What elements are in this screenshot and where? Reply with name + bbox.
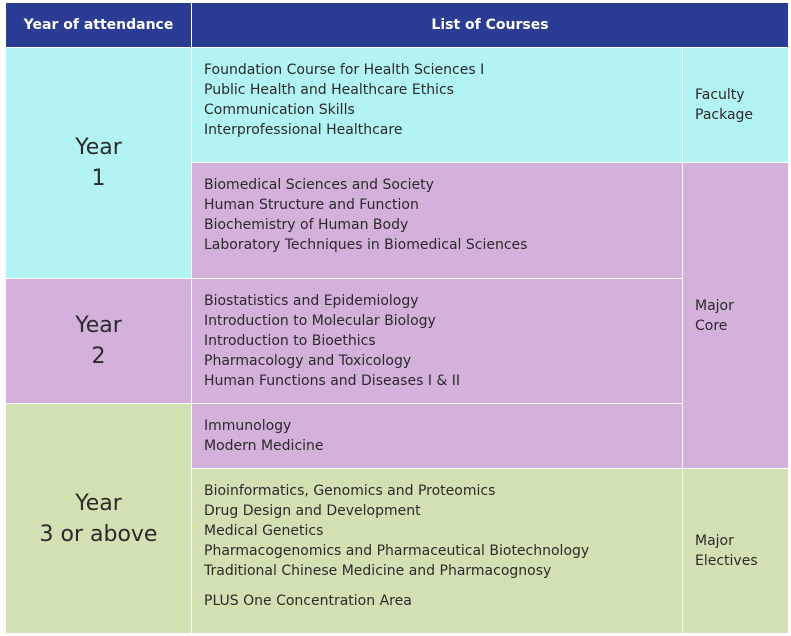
- category-label: Core: [695, 317, 728, 334]
- course-item: Bioinformatics, Genomics and Proteomics: [204, 483, 496, 499]
- category-label: Major: [695, 533, 734, 549]
- course-table: [6, 3, 786, 628]
- course-group-faculty: [192, 48, 682, 162]
- course-item: Pharmacogenomics and Pharmaceutical Biotechnology: [204, 543, 590, 559]
- header-year-of-attendance: Year of attendance: [6, 3, 191, 47]
- course-item: Pharmacology and Toxicology: [204, 353, 412, 369]
- year-3-number: 3 or above: [39, 521, 158, 547]
- course-item: Drug Design and Development: [204, 503, 421, 519]
- category-label: Faculty: [695, 87, 745, 103]
- course-group-electives: [192, 469, 682, 633]
- category-label: Electives: [695, 553, 758, 569]
- year-1-number: 1: [91, 166, 106, 191]
- concentration-note: PLUS One Concentration Area: [204, 593, 412, 609]
- course-item: Medical Genetics: [204, 523, 324, 539]
- course-item: Communication Skills: [204, 102, 355, 118]
- course-group-core-year2: [192, 279, 682, 403]
- category-faculty-package: [683, 48, 788, 162]
- course-item: Human Functions and Diseases I & II: [204, 373, 461, 389]
- course-item: Biostatistics and Epidemiology: [204, 293, 419, 309]
- course-item: Public Health and Healthcare Ethics: [204, 82, 454, 98]
- year-2-label: Year: [75, 313, 122, 338]
- category-major-core: [683, 163, 788, 468]
- course-item: Interprofessional Healthcare: [204, 122, 403, 138]
- course-item: Human Structure and Function: [204, 197, 419, 213]
- year-1-cell: [6, 48, 191, 278]
- year-3-label: Year: [75, 490, 122, 516]
- course-group-core-year1: [192, 163, 682, 278]
- year-2-number: 2: [91, 344, 106, 369]
- year-3-cell: [6, 404, 191, 633]
- category-label: Package: [695, 107, 754, 123]
- course-item: Traditional Chinese Medicine and Pharmacognosy: [204, 563, 552, 579]
- year-2-cell: [6, 279, 191, 403]
- course-item: Introduction to Bioethics: [204, 333, 376, 349]
- course-item: Foundation Course for Health Sciences I: [204, 62, 485, 78]
- category-major-electives: [683, 469, 788, 633]
- course-item: Biochemistry of Human Body: [204, 217, 409, 233]
- course-group-core-year3: [192, 404, 682, 468]
- category-label: Major: [695, 297, 734, 314]
- course-item: Laboratory Techniques in Biomedical Sciences: [204, 237, 528, 253]
- course-item: Modern Medicine: [204, 438, 324, 454]
- course-item: Introduction to Molecular Biology: [204, 313, 436, 329]
- year-1-label: Year: [75, 135, 122, 160]
- course-item: Biomedical Sciences and Society: [204, 177, 434, 193]
- course-item: Immunology: [204, 418, 292, 434]
- header-list-of-courses: List of Courses: [192, 3, 788, 47]
